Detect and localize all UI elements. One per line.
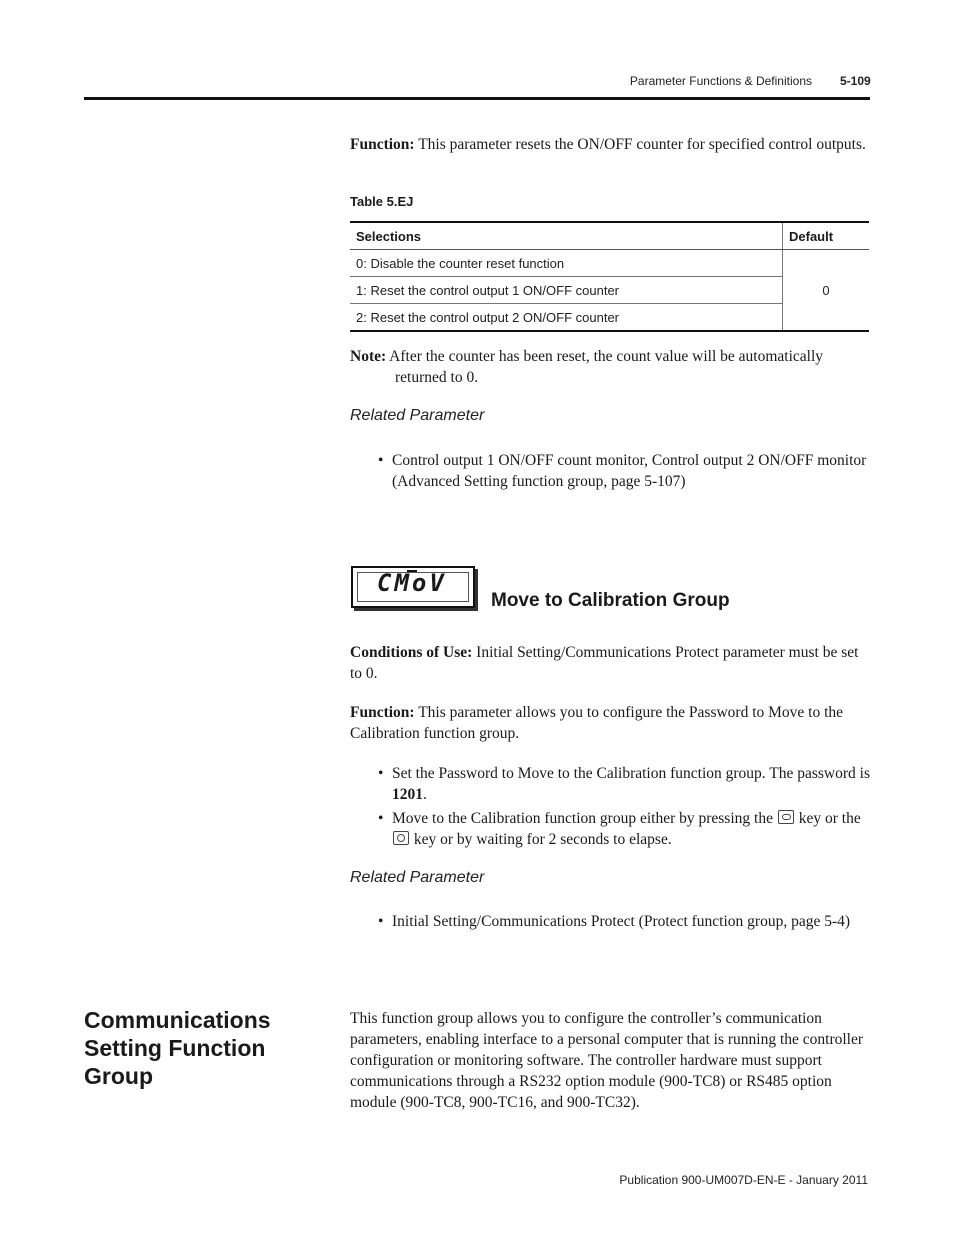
bullet-icon: • — [378, 452, 384, 469]
function-text-2: This parameter allows you to configure the Password to Move to the Calibration function group. — [350, 704, 844, 742]
conditions-label: Conditions of Use: — [350, 644, 473, 661]
related-parameter-heading: Related Parameter — [350, 407, 485, 424]
related-parameter-text-2: Initial Setting/Communications Protect (Protect function group, page 5-4) — [392, 913, 851, 930]
bullet-icon: • — [378, 913, 384, 930]
table-header-selections: Selections — [350, 222, 783, 250]
move-bullet-text — [378, 808, 870, 850]
related-parameter-heading-2: Related Parameter — [350, 869, 485, 886]
move-text-part1: Move to the Calibration function group either by pressing the — [392, 810, 777, 827]
conditions-paragraph — [350, 642, 870, 684]
lcd-display-code — [351, 566, 475, 608]
page-number: 5-109 — [840, 74, 871, 88]
related-parameter-text: Control output 1 ON/OFF count monitor, Control output 2 ON/OFF monitor (Advanced Setting function group, page 5-107) — [392, 452, 867, 490]
note-paragraph — [350, 346, 870, 388]
lcd-code-text: CMoV — [377, 569, 447, 597]
loop-key-icon — [778, 810, 794, 824]
note-text-line2: returned to 0. — [395, 369, 479, 386]
bullet-icon: • — [378, 765, 384, 782]
table-header-row — [350, 222, 869, 250]
function-label: Function: — [350, 136, 415, 153]
password-text: Set the Password to Move to the Calibration function group. The password is — [392, 765, 871, 782]
header-rule — [84, 97, 870, 100]
header-section-title: Parameter Functions & Definitions — [629, 74, 812, 88]
password-value: 1201 — [392, 786, 423, 803]
function-text: This parameter resets the ON/OFF counter for specified control outputs. — [414, 136, 866, 153]
function-paragraph — [350, 134, 870, 155]
password-period: . — [423, 786, 427, 803]
table-cell-selection: 2: Reset the control output 2 ON/OFF counter — [350, 304, 783, 332]
table-row — [350, 250, 869, 277]
conditions-text: Initial Setting/Communications Protect parameter must be set to 0. — [350, 644, 859, 682]
note-text-line1: After the counter has been reset, the count value will be automatically — [386, 348, 824, 365]
move-text-part3: key or by waiting for 2 seconds to elapse. — [410, 831, 672, 848]
list-item — [378, 763, 870, 805]
selections-table — [350, 221, 869, 332]
table-cell-default: 0 — [783, 250, 870, 332]
list-item — [378, 808, 870, 850]
table-cell-selection: 1: Reset the control output 1 ON/OFF counter — [350, 277, 783, 304]
note-label: Note: — [350, 348, 387, 365]
section-title: Communications Setting Function Group — [84, 1007, 271, 1089]
related-parameter-item-2 — [378, 911, 870, 932]
related-parameter-item — [378, 450, 870, 492]
table-caption: Table 5.EJ — [350, 194, 414, 209]
function-label-2: Function: — [350, 704, 415, 721]
mode-key-icon — [393, 831, 409, 845]
password-bullet-text — [378, 763, 870, 805]
table-header-default: Default — [783, 222, 870, 250]
table-cell-selection: 0: Disable the counter reset function — [350, 250, 783, 277]
function-paragraph-2 — [350, 702, 870, 744]
publication-footer: Publication 900-UM007D-EN-E - January 2011 — [619, 1173, 868, 1187]
section-body: This function group allows you to configure the controller’s communication parameters, enabling interface to a personal computer that is running the controller configuration or monitoring software. The controller hardware must support communications through a RS232 option module (900-TC8) or RS485 option module (900-TC8, 900-TC16, and 900-TC32). — [350, 1010, 864, 1111]
move-text-part2: key or the — [794, 810, 861, 827]
parameter-title: Move to Calibration Group — [491, 590, 730, 611]
bullet-icon: • — [378, 810, 384, 827]
